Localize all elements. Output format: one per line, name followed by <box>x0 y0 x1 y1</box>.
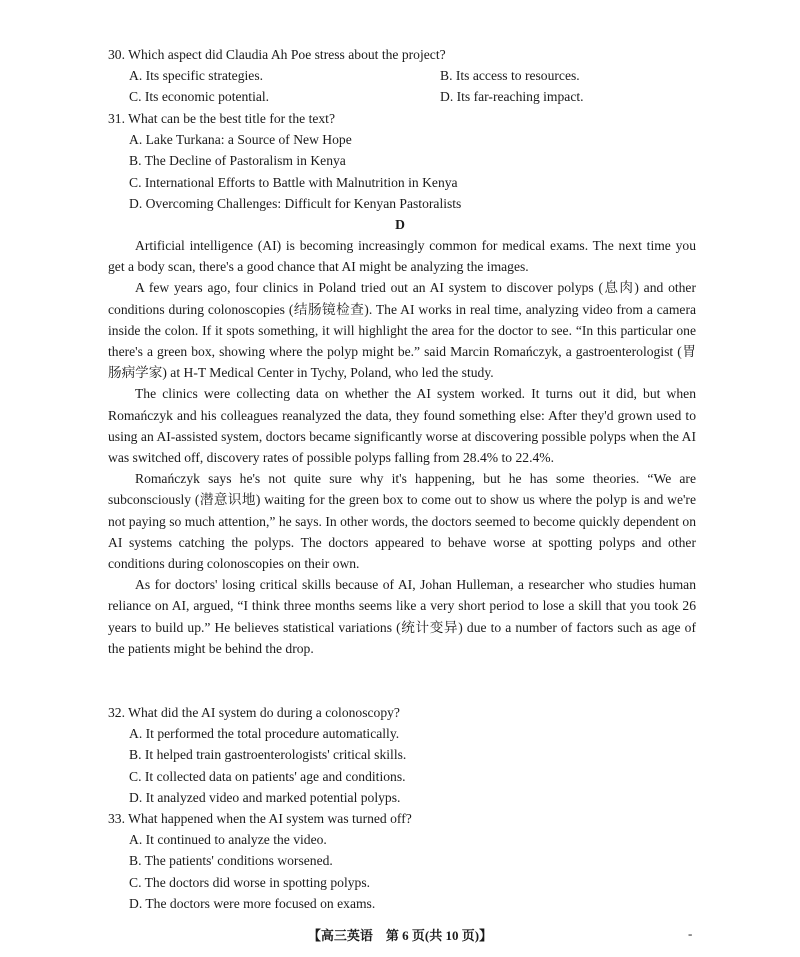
option-c: C. It collected data on patients' age and conditions. <box>129 768 406 784</box>
page-footer: 【高三英语 第 6 页(共 10 页)】 <box>307 928 493 943</box>
section-label: D <box>395 217 405 232</box>
option-a: A. Its specific strategies. <box>129 68 264 84</box>
option-d: D. Its far-reaching impact. <box>440 89 584 105</box>
option-a: A. It performed the total procedure automatically. <box>129 726 400 742</box>
option-d: D. Overcoming Challenges: Difficult for Kenyan Pastoralists <box>129 195 462 211</box>
passage-paragraph: Artificial intelligence (AI) is becoming increasingly common for medical exams. The next time you get a body scan, there's a good chance that AI might be analyzing the images. <box>108 238 696 275</box>
option-d: D. The doctors were more focused on exams. <box>129 895 376 911</box>
option-c: C. The doctors did worse in spotting polyps. <box>129 874 371 890</box>
option-a: A. It continued to analyze the video. <box>129 832 327 848</box>
question-31 <box>0 108 800 214</box>
option-b: B. The Decline of Pastoralism in Kenya <box>129 153 346 169</box>
option-d: D. It analyzed video and marked potential polyps. <box>129 789 401 805</box>
question-text: 30. Which aspect did Claudia Ah Poe stress about the project? <box>108 47 446 62</box>
passage-paragraph: Romańczyk says he's not quite sure why it's happening, but he has some theories. “We are subconsciously (潜意识地) waiting for the green box to come out to show us where the polyp is and we're not paying so much attention,” he says. In other words, the doctors seemed to become quickly dependent on AI systems catching the polyps. The doctors appeared to behave worse at spotting polyps and other conditions during colonoscopies on their own. <box>108 471 696 572</box>
question-32 <box>0 702 800 808</box>
option-b: B. The patients' conditions worsened. <box>129 853 333 869</box>
option-a: A. Lake Turkana: a Source of New Hope <box>129 132 352 148</box>
question-text: 31. What can be the best title for the text? <box>108 111 335 126</box>
footer-mark: - <box>688 926 693 941</box>
passage-paragraph: The clinics were collecting data on whether the AI system worked. It turns out it did, but when Romańczyk and his colleagues reanalyzed the data, they found something else: After they'd grown used to using an AI-assisted system, doctors became significantly worse at discovering possible polyps when the AI was switched off, discovery rates of possible polyps falling from 28.4% to 22.4%. <box>108 386 696 466</box>
option-b: B. Its access to resources. <box>440 68 580 84</box>
question-33 <box>0 808 800 914</box>
question-text: 33. What happened when the AI system was turned off? <box>108 811 412 826</box>
passage-paragraph: As for doctors' losing critical skills because of AI, Johan Hulleman, a researcher who studies human reliance on AI, argued, “I think three months seems like a very short period to lose a skill that you took 26 years to build up.” He believes statistical variations (统计变异) due to a number of factors such as age of the patients might be behind the drop. <box>108 577 696 656</box>
option-b: B. It helped train gastroenterologists' critical skills. <box>129 747 407 763</box>
option-c: C. Its economic potential. <box>129 89 270 105</box>
reading-passage <box>0 235 696 659</box>
passage-paragraph: A few years ago, four clinics in Poland tried out an AI system to discover polyps (息肉) and other conditions during colonoscopies (结肠镜检查). The AI works in real time, analyzing video from a camera inside the colon. If it spots something, it will highlight the area for the doctor to see. “In this particular one there's a green box, showing where the polyp might be.” said Marcin Romańczyk, a gastroenterologist (胃肠病学家) at H-T Medical Center in Tychy, Poland, who led the study. <box>108 280 696 381</box>
question-30 <box>0 44 800 108</box>
question-text: 32. What did the AI system do during a colonoscopy? <box>108 705 400 720</box>
option-c: C. International Efforts to Battle with Malnutrition in Kenya <box>129 174 458 190</box>
